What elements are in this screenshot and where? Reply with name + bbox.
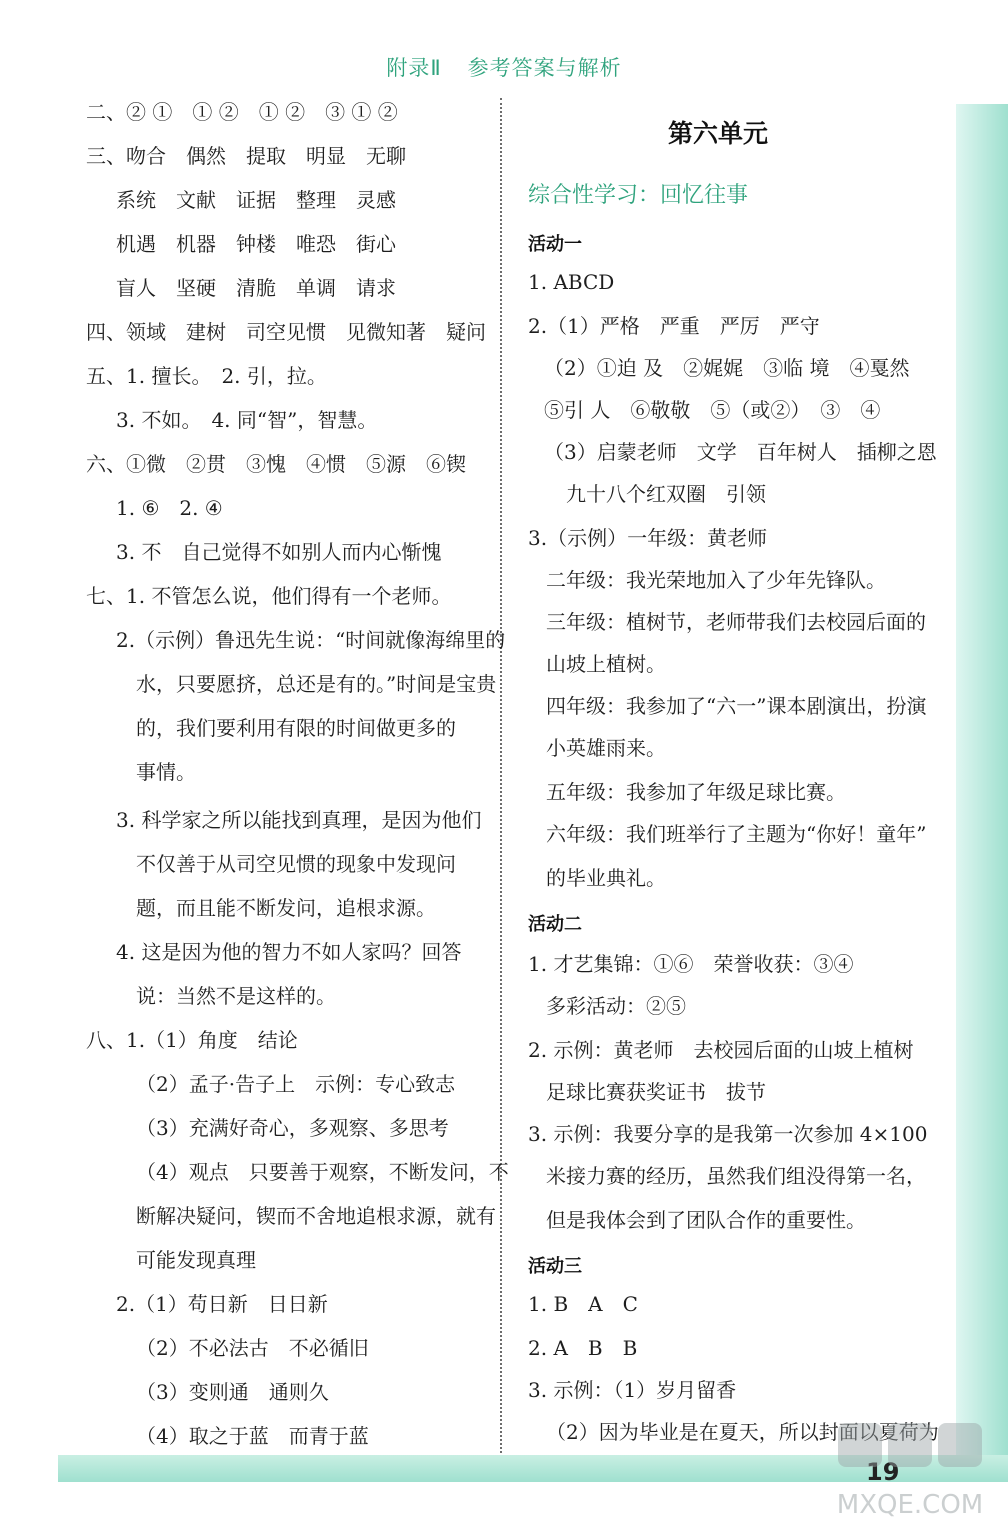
answer-line: 九十八个红双圈 引领	[566, 482, 766, 506]
answer-line: 的，我们要利用有限的时间做更多的	[136, 716, 456, 740]
unit-title: 第六单元	[668, 119, 769, 148]
answer-line: （2）因为毕业是在夏天，所以封面以夏荷为	[546, 1420, 939, 1444]
header-title: 参考答案与解析	[467, 56, 622, 80]
answer-line: 的毕业典礼。	[546, 866, 666, 890]
answer-line: 七、1. 不管怎么说，他们得有一个老师。	[86, 584, 452, 608]
answer-line: 3. 科学家之所以能找到真理，是因为他们	[116, 808, 482, 832]
answer-line: 题，而且能不断发问，追根求源。	[136, 896, 436, 920]
answer-line: 三年级：植树节，老师带我们去校园后面的	[546, 610, 926, 634]
page-number: 19	[866, 1458, 900, 1486]
activity-heading: 活动一	[528, 234, 582, 255]
answer-line: 二、② ① ① ② ① ② ③ ① ②	[86, 100, 398, 124]
answer-line: 四年级：我参加了“六一”课本剧演出，扮演	[546, 694, 927, 718]
answer-line: 2.（1）苟日新 日日新	[116, 1292, 328, 1316]
answer-line: （2）不必法古 不必循旧	[136, 1336, 369, 1360]
answer-line: 3. 不 自己觉得不如别人而内心惭愧	[116, 540, 442, 564]
watermark-text: MXQE.COM	[836, 1490, 984, 1520]
answer-line: 八、1.（1）角度 结论	[86, 1028, 298, 1052]
answer-line: 山坡上植树。	[546, 652, 666, 676]
answer-line: 2.（1）严格 严重 严厉 严守	[528, 314, 820, 338]
answer-line: 六年级：我们班举行了主题为“你好！童年”	[546, 822, 927, 846]
answer-line: （4）观点 只要善于观察，不断发问，不	[136, 1160, 509, 1184]
answer-line: 1. 才艺集锦：①⑥ 荣誉收获：③④	[528, 952, 854, 976]
answer-line: 说：当然不是这样的。	[136, 984, 336, 1008]
activity-heading: 活动三	[528, 1256, 582, 1277]
answer-line: 事情。	[136, 760, 196, 784]
page-header	[0, 52, 1008, 82]
answer-line: 2. 示例：黄老师 去校园后面的山坡上植树	[528, 1038, 914, 1062]
answer-line: 机遇 机器 钟楼 唯恐 街心	[116, 232, 396, 256]
answer-line: 四、领域 建树 司空见惯 见微知著 疑问	[86, 320, 486, 344]
answer-line: 二年级：我光荣地加入了少年先锋队。	[546, 568, 886, 592]
answer-line: 三、吻合 偶然 提取 明显 无聊	[86, 144, 406, 168]
answer-line: 1. ABCD	[528, 270, 615, 294]
answer-line: 3. 示例：我要分享的是我第一次参加 4×100	[528, 1122, 928, 1146]
appendix-label: 附录Ⅱ	[386, 56, 442, 80]
answer-line: 足球比赛获奖证书 拔节	[546, 1080, 766, 1104]
answer-line: 小英雄雨来。	[546, 736, 666, 760]
answer-line: （4）取之于蓝 而青于蓝	[136, 1424, 369, 1448]
answer-line: （3）充满好奇心，多观察、多思考	[136, 1116, 449, 1140]
answer-line: 五年级：我参加了年级足球比赛。	[546, 780, 846, 804]
answer-line: 3.（示例）一年级：黄老师	[528, 526, 768, 550]
answer-line: 3. 示例：（1）岁月留香	[528, 1378, 737, 1402]
page-edge-decoration	[956, 104, 1008, 1456]
answer-line: 4. 这是因为他的智力不如人家吗？回答	[116, 940, 462, 964]
answer-line: 多彩活动：②⑤	[546, 994, 686, 1018]
column-divider	[500, 98, 502, 1453]
answer-line: 1. ⑥ 2. ④	[116, 496, 223, 520]
answer-line: （2）①迫 及 ②娓娓 ③临 境 ④戛然	[544, 356, 910, 380]
answer-line: （3）变则通 通则久	[136, 1380, 329, 1404]
answer-line: 五、1. 擅长。 2. 引，拉。	[86, 364, 327, 388]
answer-line: 但是我体会到了团队合作的重要性。	[546, 1208, 866, 1232]
answer-line: 2.（示例）鲁迅先生说：“时间就像海绵里的	[116, 628, 506, 652]
answer-line: 断解决疑问，锲而不舍地追根求源，就有	[136, 1204, 496, 1228]
answer-line: 2. A B B	[528, 1336, 638, 1360]
answer-line: 盲人 坚硬 清脆 单调 请求	[116, 276, 396, 300]
answer-line: 六、①微 ②贯 ③愧 ④惯 ⑤源 ⑥锲	[86, 452, 466, 476]
answer-line: （2）孟子·告子上 示例：专心致志	[136, 1072, 456, 1096]
answer-line: 3. 不如。 4. 同“智”，智慧。	[116, 408, 378, 432]
answer-line: 米接力赛的经历，虽然我们组没得第一名，	[546, 1164, 926, 1188]
answer-line: （3）启蒙老师 文学 百年树人 插柳之恩	[544, 440, 937, 464]
answer-line: 可能发现真理	[136, 1248, 256, 1272]
answer-line: 系统 文献 证据 整理 灵感	[116, 188, 396, 212]
answer-line: 水，只要愿挤，总还是有的。”时间是宝贵	[136, 672, 497, 696]
answer-line: 不仅善于从司空见惯的现象中发现问	[136, 852, 456, 876]
answer-line: ⑤引 人 ⑥敬敬 ⑤（或②） ③ ④	[544, 398, 881, 422]
section-title: 综合性学习：回忆往事	[528, 183, 749, 208]
activity-heading: 活动二	[528, 914, 582, 935]
answer-line: 1. B A C	[528, 1292, 638, 1316]
